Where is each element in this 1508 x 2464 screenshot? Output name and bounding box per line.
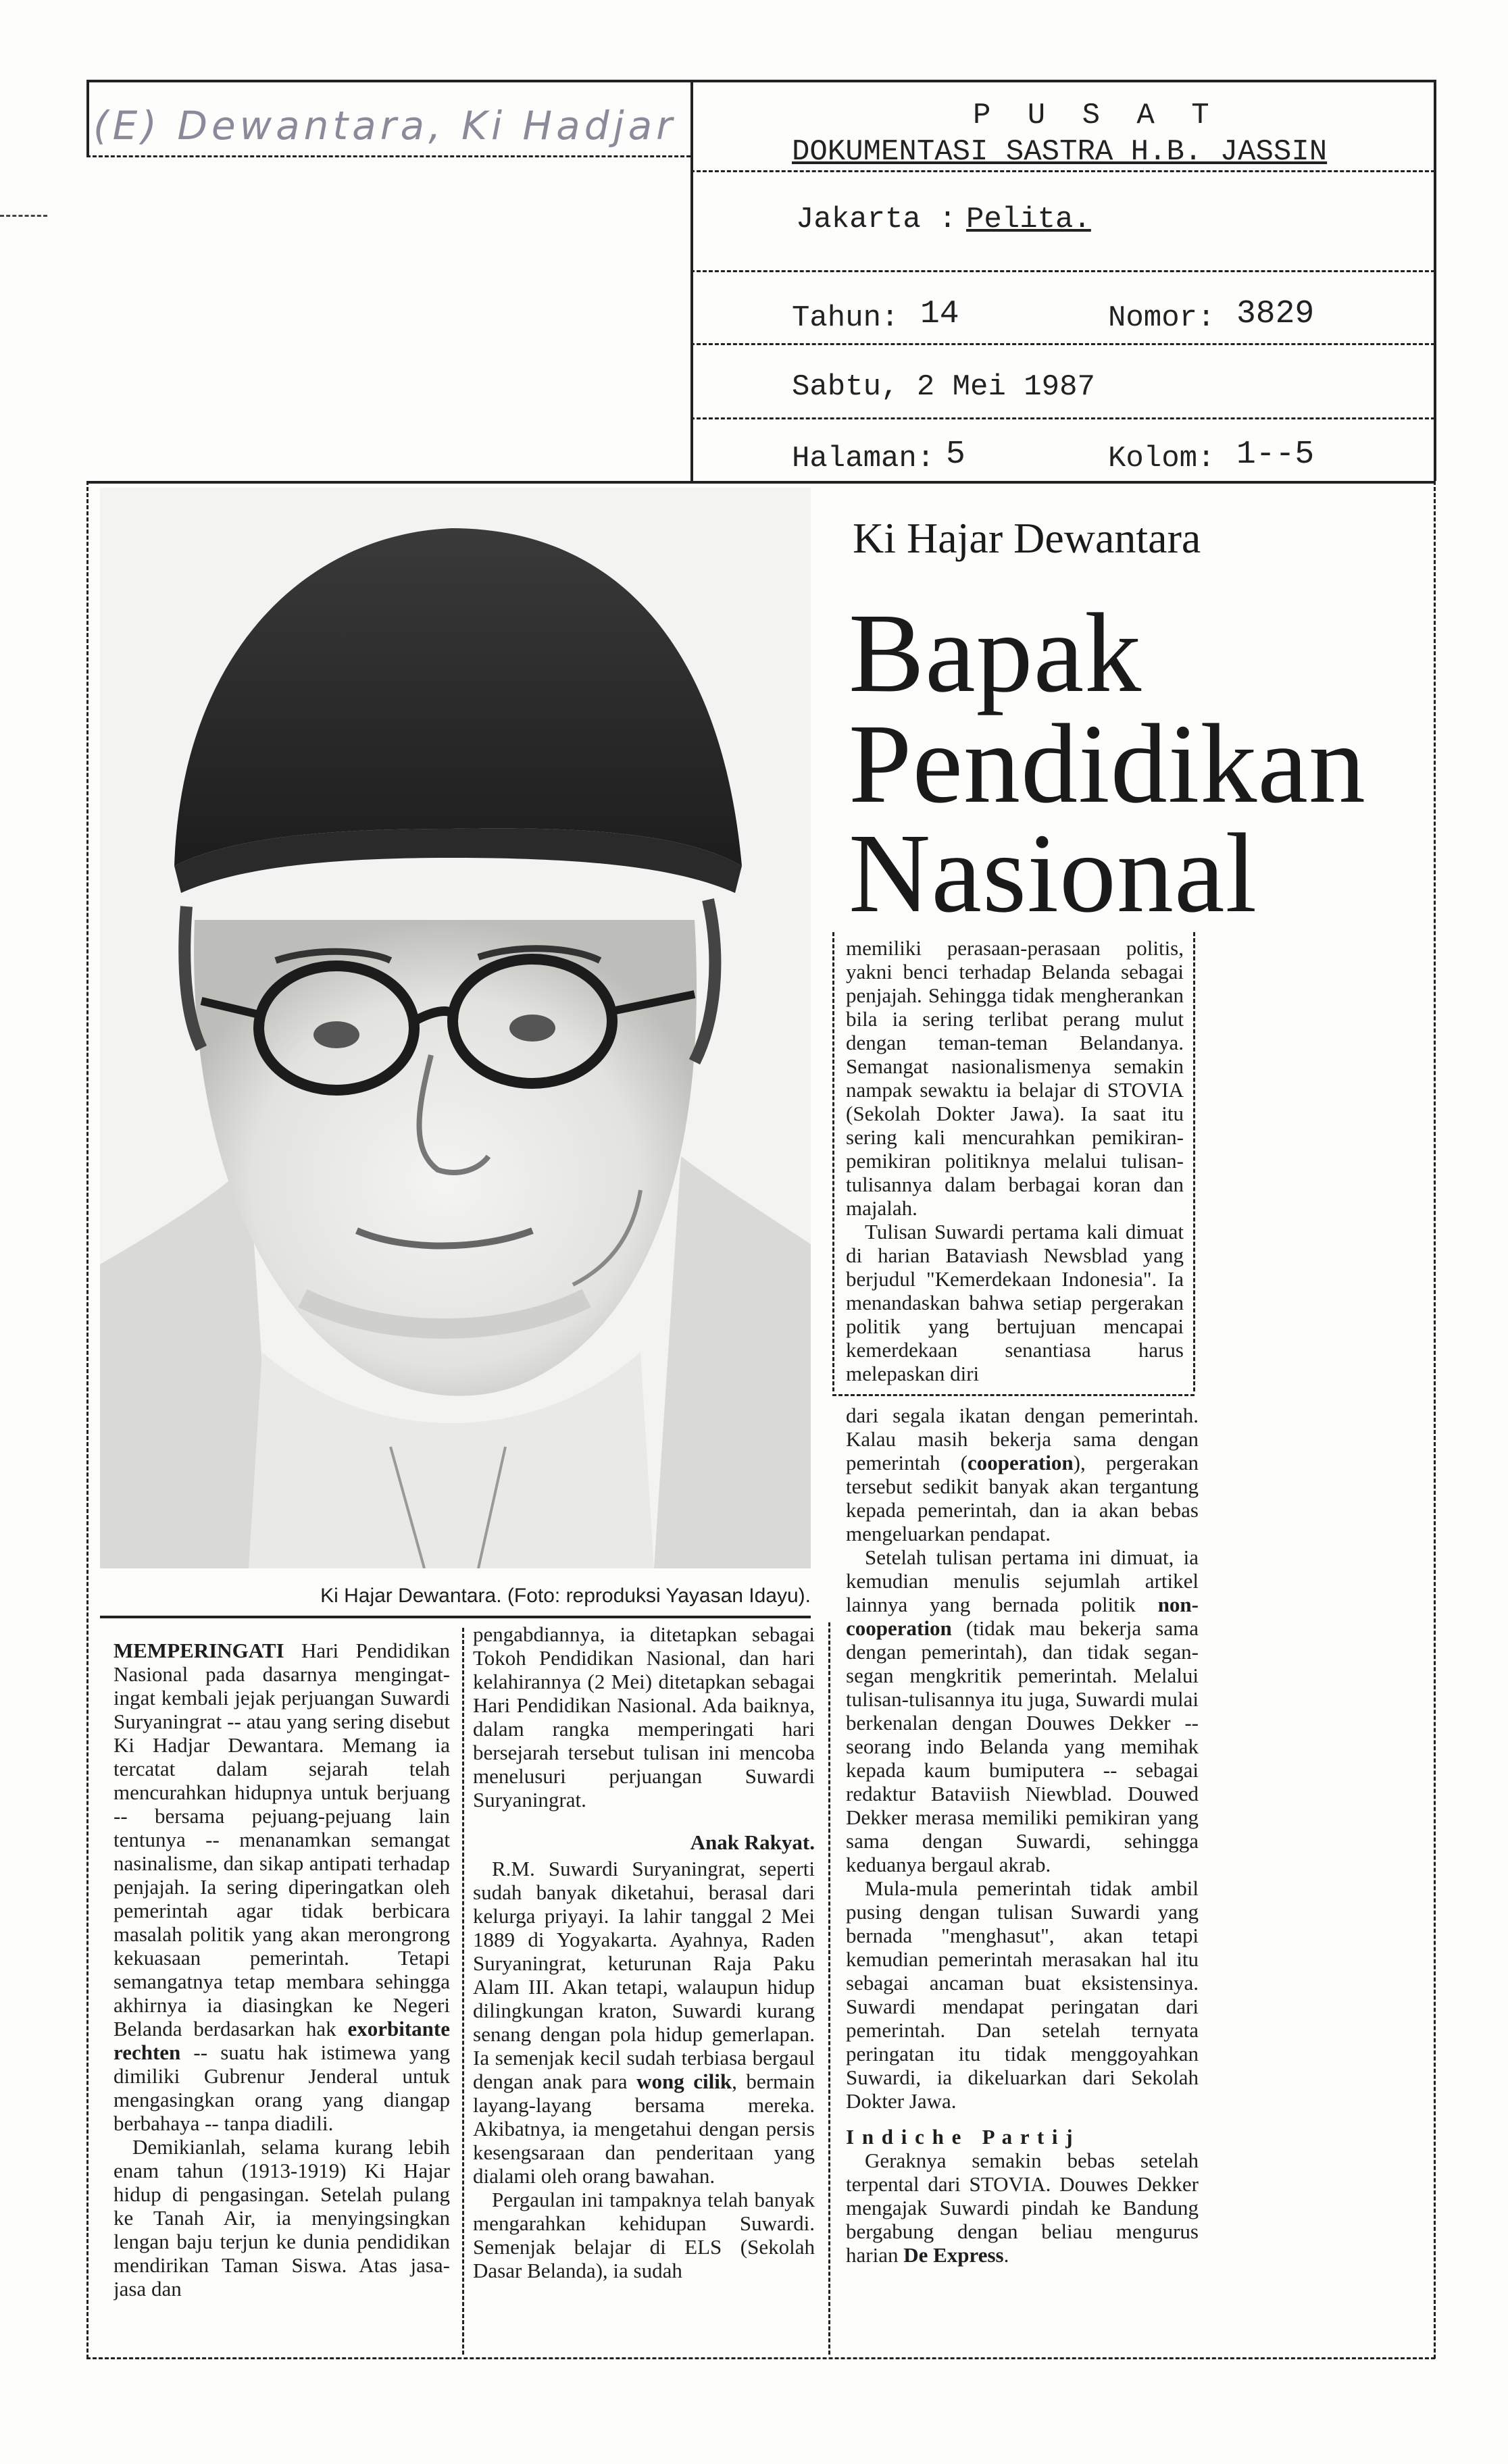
col1-paragraph-1: Hari Pendidikan Nasional pada dasarnya mengingat-ingat kembali jejak perjuangan Suwardi Suryaningrat -- atau yang sering disebut Ki Hadjar Dewantara. Memang ia tercatat dalam sejarah telah mencurahkan hidupnya untuk berjuang -- bersama pejuang-pejuang lain tentunya -- menanamkan semangat nasinalisme, dan sikap antipati terhadap penjajah. Ia sering diperingatkan oleh pemerintah agar tidak berbicara masalah politik yang akan merongrong kekuasaan pemerintah. Tetapi semangatnya tetap membara sehingga akhirnya ia diasingkan ke Negeri Belanda berdasarkan hak <box>114 1639 450 2040</box>
number-label: Nomor: <box>1108 301 1215 335</box>
article-column-3 <box>846 1404 1199 2355</box>
col2-paragraph-2: R.M. Suwardi Suryaningrat, seperti sudah banyak diketahui, berasal dari kelurga priyayi. Ia lahir tanggal 2 Mei 1889 di Yogyakarta. Ayahnya, Raden Suryaningrat, keturunan Raja Paku Alam III. Akan tetapi, walaupun hidup dilingkungan kraton, Suwardi kurang senang dengan pola hidup gemerlapan. Ia semenjak kecil sudah terbiasa bergaul dengan anak para <box>473 1857 815 2093</box>
col3-paragraph-4-end: . <box>1003 2243 1009 2267</box>
column-rule-3b <box>1193 932 1195 1391</box>
year-label: Tahun: <box>792 301 899 335</box>
page-value: 5 <box>946 436 965 473</box>
col1-paragraph-2: Demikianlah, selama kurang lebih enam tahun (1913-1919) Ki Hajar hidup di pengasingan. Setelah pulang ke Tanah Air, ia menyingsingkan lengan baju terjun ke dunia pendidikan mendirikan Taman Siswa. Atas jasa-jasa dan <box>114 2135 450 2301</box>
handwritten-archive-note: (E) Dewantara, Ki Hadjar <box>93 103 677 149</box>
article-column-1 <box>114 1639 450 2355</box>
publication-name: Pelita. <box>966 203 1091 236</box>
col3-paragraph-4: Geraknya semakin bebas setelah terpental dari STOVIA. Douwes Dekker mengajak Suwardi pindah ke Bandung bergabung dengan beliau mengurus harian <box>846 2149 1199 2267</box>
col3-bold-term-1: cooperation <box>967 1451 1074 1474</box>
article-column-3-top <box>846 936 1184 1390</box>
col3-paragraph-1: dari segala ikatan dengan pemerintah. Kalau masih bekerja sama dengan pemerintah ( <box>846 1404 1199 1474</box>
stamp-line2: DOKUMENTASI SASTRA H.B. JASSIN <box>792 135 1328 169</box>
col1-bold-term: exorbitante rechten <box>114 2017 450 2064</box>
col3-subhead: I n d i c h e P a r t i j <box>846 2125 1074 2149</box>
col3-paragraph-3: Mula-mula pemerintah tidak ambil pusing dengan tulisan Suwardi yang bernada "menghasut", akan tetapi kemudian pemerintah merasakan hal itu sebagai ancaman buat eksistensinya. Suwardi mendapat peringatan dari pemerintah. Dan setelah ternyata peringatan itu tidak menggoyahkan Suwardi, ia dikeluarkan dari Sekolah Dokter Jawa. <box>846 1876 1199 2113</box>
col3-paragraph-2: Setelah tulisan pertama ini dimuat, ia kemudian menulis sejumlah artikel lainnya yang bernada politik <box>846 1545 1199 1616</box>
col3-top-paragraph-1: memiliki perasaan-perasaan politis, yakni benci terhadap Belanda sebagai penjajah. Sehingga tidak mengherankan bila ia sering terlibat perang mulut dengan teman-teman Belandanya. Semangat nasionalismenya semakin nampak sewaktu ia belajar di STOVIA (Sekolah Dokter Jawa). Ia saat itu sering kali mencurahkan pemikiran-pemikiran politiknya melalui tulisan-tulisannya dalam berbagai koran dan majalah. <box>846 936 1184 1220</box>
col1-paragraph-1-end: -- suatu hak istimewa yang dimiliki Gubrenur Jenderal untuk mengasingkan orang yang diangap berbahaya -- tanpa diadili. <box>114 2040 450 2135</box>
issue-date: Sabtu, 2 Mei 1987 <box>792 370 1095 404</box>
column-label: Kolom: <box>1108 442 1215 476</box>
col2-subhead: Anak Rakyat. <box>690 1830 815 1854</box>
col3-bold-term-3: De Express <box>903 2243 1004 2267</box>
headline-line2: Pendidikan <box>849 701 1366 827</box>
column-value: 1--5 <box>1236 436 1315 473</box>
column-rule-1 <box>462 1628 464 2355</box>
headline-line3: Nasional <box>849 811 1258 936</box>
col2-paragraph-2-end: , bermain layang-layang bersama mereka. Akibatnya, ia mengetahui dengan persis kesengsaraan dan penderitaan yang dialami oleh orang bawahan. <box>473 2070 815 2188</box>
portrait-photo <box>100 488 811 1568</box>
col3-paragraph-2-end: (tidak mau bekerja sama dengan pemerintah), dan tidak segan-segan mengkritik pemerintah. Melalui tulisan-tulisannya itu juga, Suwardi mulai berkenalan dengan Douwes Dekker -- seorang indo Belanda yang memihak kepada kaum bumiputera -- sebagai redaktur Bataviish Niewblad. Douwed Dekker merasa memiliki pemikiran yang sama dengan Suwardi, sehingga keduanya bergaul akrab. <box>846 1616 1199 1876</box>
photo-caption: Ki Hajar Dewantara. (Foto: reproduksi Yayasan Idayu). <box>320 1585 811 1607</box>
col2-paragraph-1: pengabdiannya, ia ditetapkan sebagai Tokoh Pendidikan Nasional, dan hari kelahirannya (2 Mei) ditetapkan sebagai Hari Pendidikan Nasional. Ada baiknya, dalam rangka memperingati hari bersejarah tersebut tulisan ini mencoba menelusuri perjuangan Suwardi Suryaningrat. <box>473 1622 815 1812</box>
margin-mark <box>0 215 47 217</box>
col2-paragraph-3: Pergaulan ini tampaknya telah banyak mengarahkan kehidupan Suwardi. Semenjak belajar di ELS (Sekolah Dasar Belanda), ia sudah <box>473 2188 815 2282</box>
col3-bold-term-2: non-cooperation <box>846 1593 1199 1640</box>
column-rule-2 <box>828 1622 830 2355</box>
number-value: 3829 <box>1236 296 1315 332</box>
year-value: 14 <box>920 296 959 332</box>
caption-rule <box>100 1616 811 1618</box>
page-label: Halaman: <box>792 442 935 476</box>
col3-paragraph-1-end: ), pergerakan tersebut sedikit banyak akan tergantung kepada pemerintah, dan ia akan bebas mengeluarkan pendapat. <box>846 1451 1199 1545</box>
col2-bold-term: wong cilik <box>636 2070 732 2093</box>
stamp-line1: P U S A T <box>973 99 1219 132</box>
col3-top-paragraph-2: Tulisan Suwardi pertama kali dimuat di harian Bataviash Newsblad yang berjudul "Kemerdekaan Indonesia". Ia menandaskan bahwa setiap pergerakan politik yang bertujuan mencapai kemerdekaan senantiasa harus melepaskan diri <box>846 1220 1184 1385</box>
headline-line1: Bapak <box>849 590 1142 716</box>
city-label: Jakarta : <box>796 203 957 236</box>
lead-word: MEMPERINGATI <box>114 1639 284 1662</box>
article-column-2 <box>473 1622 815 2355</box>
article-kicker: Ki Hajar Dewantara <box>853 514 1201 562</box>
column-rule-3c <box>832 1394 1195 1396</box>
column-rule-3a <box>832 932 834 1391</box>
